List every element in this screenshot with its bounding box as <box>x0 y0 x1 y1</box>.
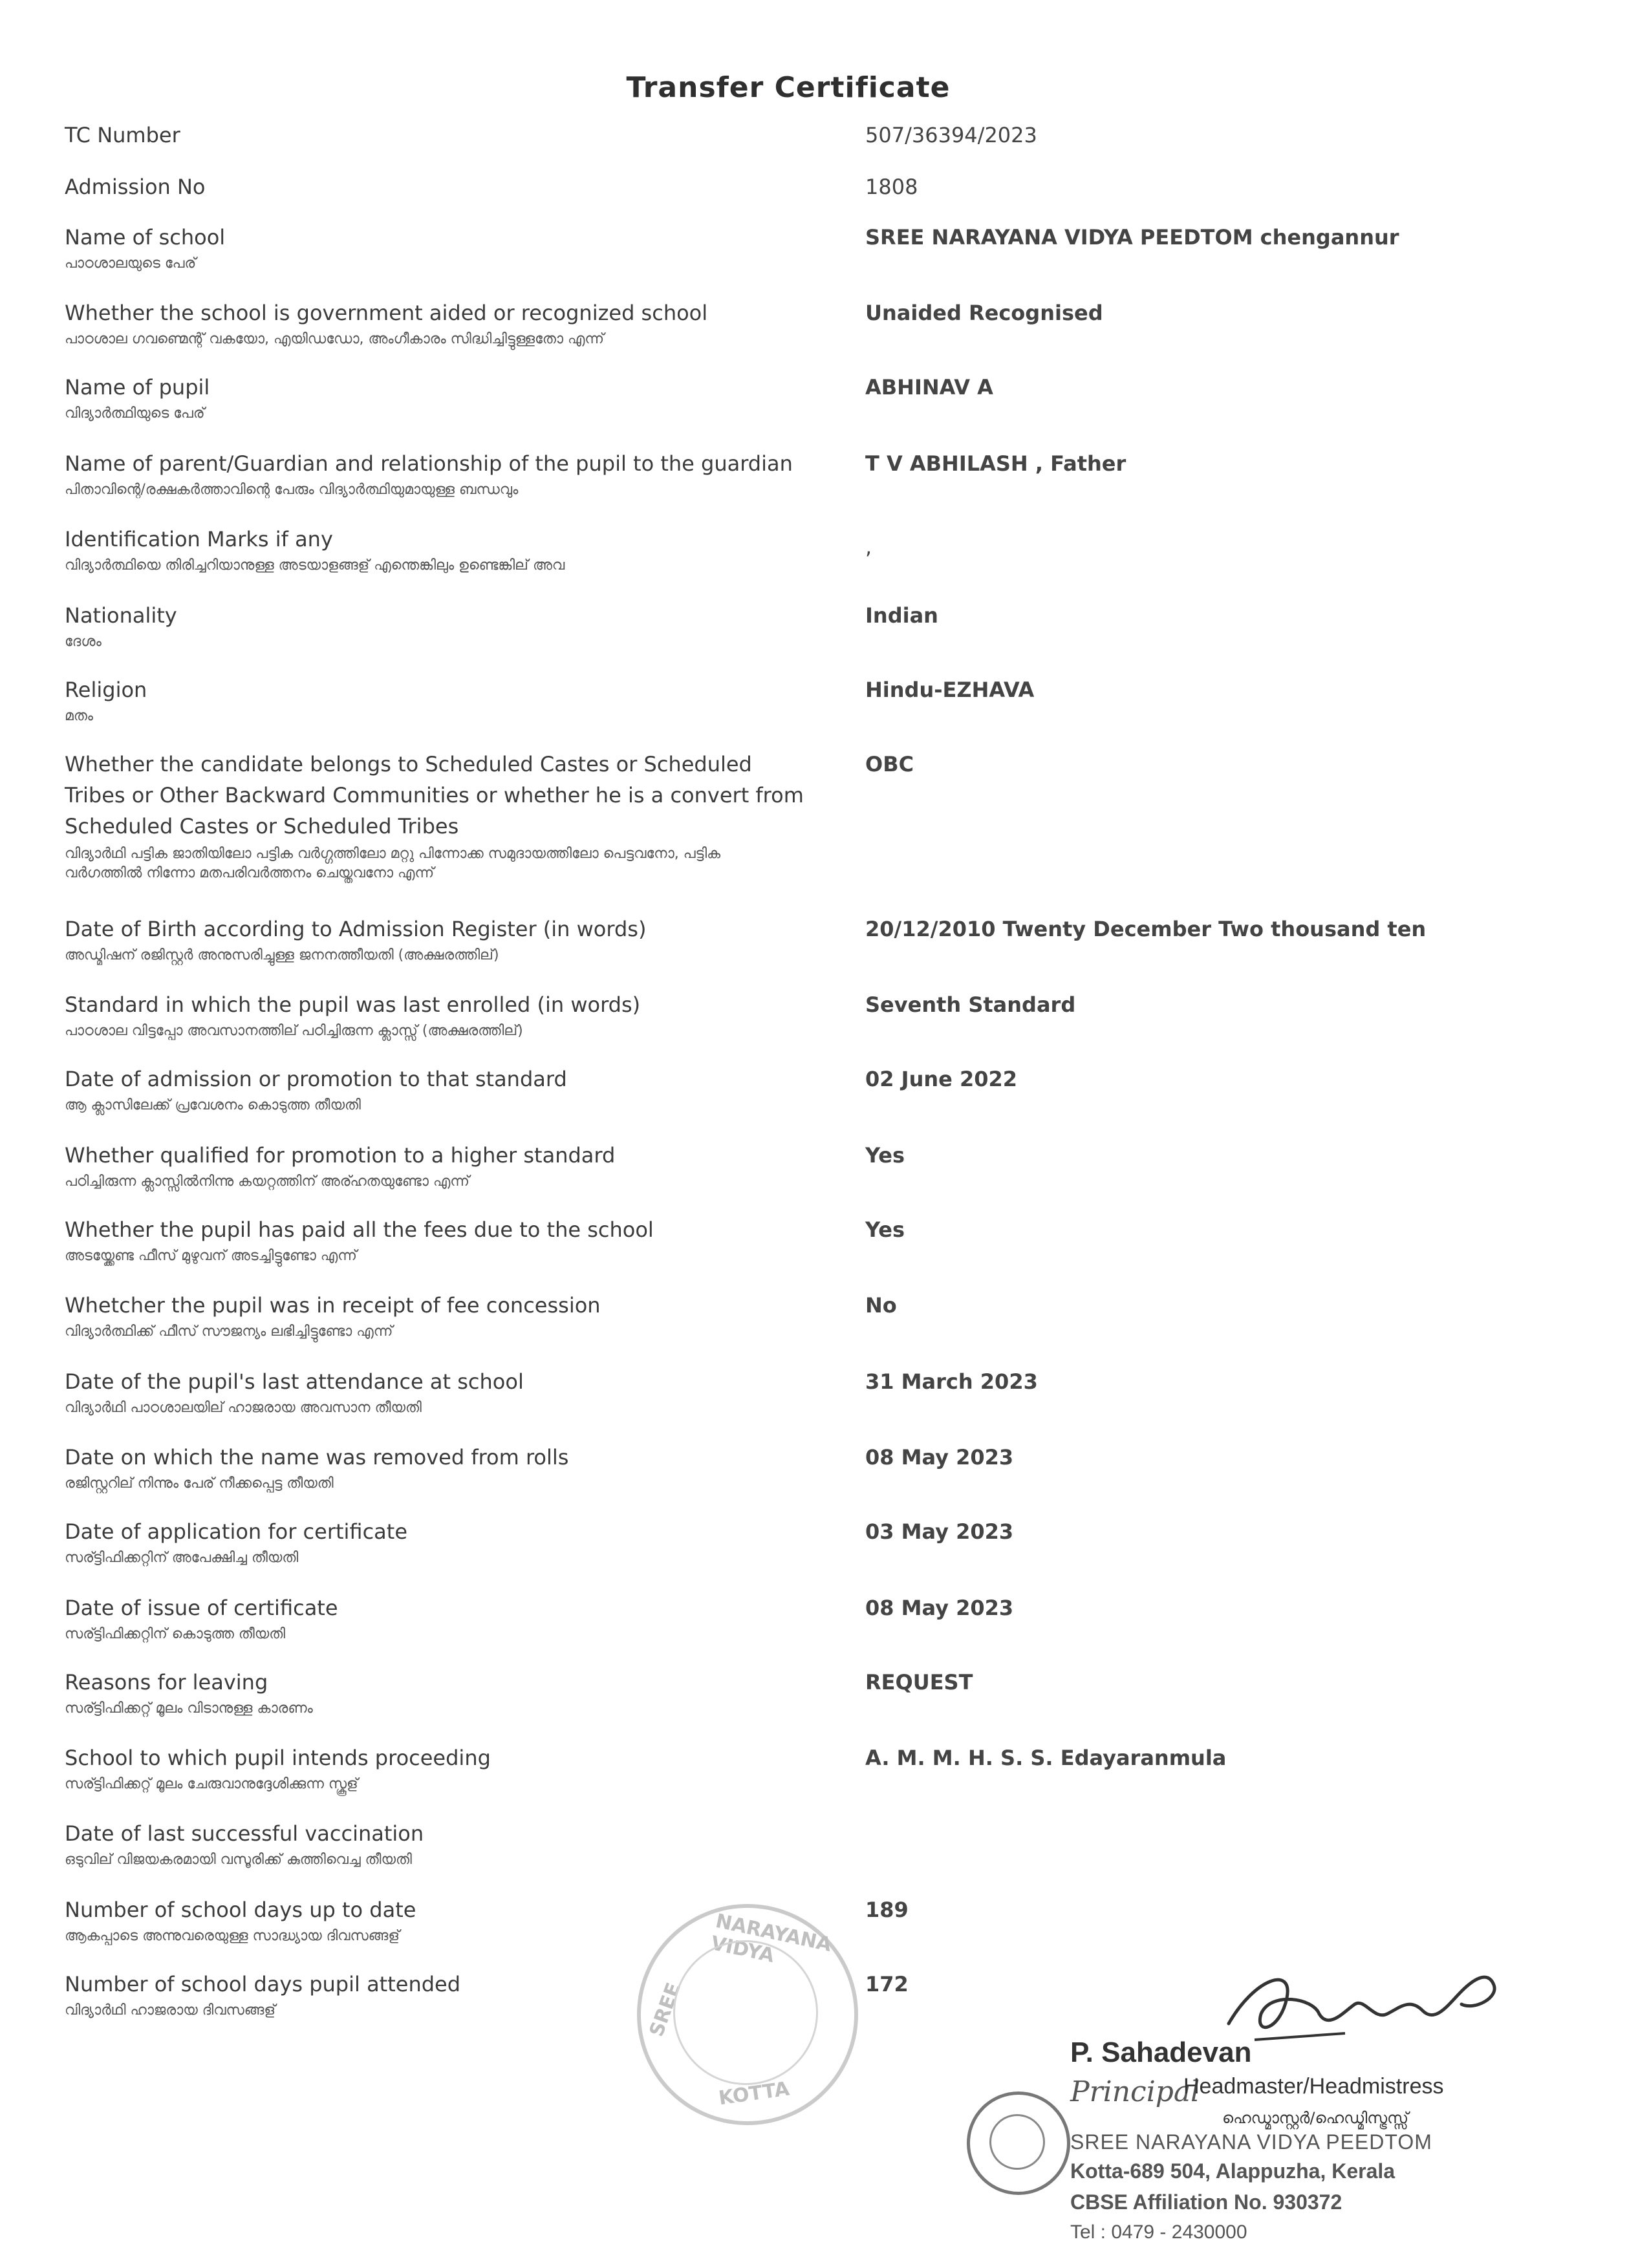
seal-affiliation: CBSE Affiliation No. 930372 <box>1070 2190 1342 2214</box>
seal-school-name: SREE NARAYANA VIDYA PEEDTOM <box>1070 2130 1432 2154</box>
label-malayalam: ഒടുവില് വിജയകരമായി വസൂരിക്ക് കുത്തിവെച്ച തീയതി <box>65 1852 412 1868</box>
value: ABHINAV A <box>865 375 993 400</box>
value: Indian <box>865 603 938 628</box>
label-malayalam: പാഠശാല വിട്ടപ്പോ അവസാനത്തില് പഠിച്ചിരുന്ന ക്ലാസ്സ് (അക്ഷരത്തില്) <box>65 1023 523 1039</box>
value: SREE NARAYANA VIDYA PEEDTOM chengannur <box>865 225 1399 250</box>
label: School to which pupil intends proceeding <box>65 1746 491 1770</box>
label-malayalam: വിദ്യാർഥി പട്ടിക ജാതിയിലോ പട്ടിക വർഗ്ഗത്തിലോ മറ്റു പിന്നോക്ക സമുദായത്തിലോ പെട്ടവനോ, പട്ടിക വർഗത്തിൽ നിന്നോ മതപരിവർത്തനം ചെയ്തവനോ എന്ന് <box>65 846 721 881</box>
label-malayalam: വിദ്യാർത്ഥിക്ക് ഫീസ് സൗജന്യം ലഭിച്ചിട്ടുണ്ടോ എന്ന് <box>65 1323 393 1340</box>
school-stamp <box>637 1904 858 2125</box>
label: Identification Marks if any <box>65 527 333 551</box>
value: Unaided Recognised <box>865 301 1103 325</box>
principal-name: P. Sahadevan <box>1070 2037 1252 2068</box>
label: Nationality <box>65 603 177 628</box>
label: Date of the pupil's last attendance at school <box>65 1369 524 1394</box>
signature-icon <box>1216 1952 1513 2056</box>
label: Reasons for leaving <box>65 1670 268 1695</box>
value: T V ABHILASH , Father <box>865 451 1126 476</box>
label: Admission No <box>65 175 206 199</box>
seal-address: Kotta-689 504, Alappuzha, Kerala <box>1070 2159 1396 2183</box>
label: Name of parent/Guardian and relationship of the pupil to the guardian <box>65 451 793 476</box>
designation: Headmaster/Headmistress <box>1183 2074 1444 2099</box>
label: Date of Birth according to Admission Register (in words) <box>65 917 647 941</box>
label: Whether the pupil has paid all the fees due to the school <box>65 1217 654 1242</box>
label-malayalam: പാഠശാല ഗവണ്മെന്റ് വകയോ, എയിഡഡോ, അംഗീകാരം സിദ്ധിച്ചിട്ടുള്ളതോ എന്ന് <box>65 331 605 347</box>
label: Standard in which the pupil was last enrolled (in words) <box>65 992 641 1017</box>
label: Date of issue of certificate <box>65 1596 338 1620</box>
label-malayalam: സര്ട്ടിഫിക്കറ്റിന് അപേക്ഷിച്ച തീയതി <box>65 1550 299 1566</box>
label: Date of admission or promotion to that standard <box>65 1067 567 1091</box>
value: REQUEST <box>865 1670 973 1695</box>
label: Number of school days up to date <box>65 1898 416 1922</box>
label: Whether qualified for promotion to a higher standard <box>65 1143 616 1168</box>
label: TC Number <box>65 123 180 147</box>
value: OBC <box>865 752 914 776</box>
value: 08 May 2023 <box>865 1596 1014 1620</box>
stamp-top-text: NARAYANA VIDYA <box>709 1909 834 1967</box>
label: Date of last successful vaccination <box>65 1821 424 1846</box>
label: Number of school days pupil attended <box>65 1972 461 1996</box>
label-malayalam: രജിസ്റ്ററില് നിന്നും പേര് നീക്കപ്പെട്ട തീയതി <box>65 1475 334 1492</box>
label-malayalam: അഡ്മിഷന് രജിസ്റ്റർ അനുസരിച്ചുള്ള ജനനത്തീയതി (അക്ഷരത്തില്) <box>65 947 499 963</box>
designation-malayalam: ഹെഡ്മാസ്റ്റർ/ഹെഡ്മിസ്ട്രസ്സ് <box>1222 2109 1408 2127</box>
label-malayalam: വിദ്യാർഥി ഹാജരായ ദിവസങ്ങള് <box>65 2002 276 2018</box>
value: 31 March 2023 <box>865 1369 1038 1394</box>
label-malayalam: സര്ട്ടിഫിക്കറ്റ് മൂലം വിടാനുള്ള കാരണം <box>65 1700 313 1717</box>
document-title: Transfer Certificate <box>626 71 951 104</box>
label: Religion <box>65 678 147 702</box>
label-malayalam: ആകപ്പാടെ അന്നുവരെയുള്ള സാദ്ധ്യായ ദിവസങ്ങള് <box>65 1928 400 1944</box>
label: Name of pupil <box>65 375 210 400</box>
label: Date on which the name was removed from rolls <box>65 1445 569 1470</box>
value: A. M. M. H. S. S. Edayaranmula <box>865 1746 1227 1770</box>
label: Whether the candidate belongs to Scheduled Castes or Scheduled Tribes or Other Backward Communities or whether he is a convert from Scheduled Castes or Scheduled Tribes <box>65 752 804 839</box>
seal-phone: Tel : 0479 - 2430000 <box>1070 2221 1247 2243</box>
value: Seventh Standard <box>865 992 1076 1017</box>
value: Hindu-EZHAVA <box>865 678 1035 702</box>
value: , <box>865 535 872 559</box>
label-malayalam: വിദ്യാർത്ഥിയുടെ പേര് <box>65 405 205 422</box>
label-malayalam: ആ ക്ലാസിലേക്ക് പ്രവേശനം കൊടുത്ത തീയതി <box>65 1097 361 1113</box>
label: Name of school <box>65 225 226 250</box>
principal-role: Principal <box>1070 2075 1200 2108</box>
value: Yes <box>865 1143 905 1168</box>
value: 189 <box>865 1898 909 1922</box>
label-malayalam: പിതാവിന്റെ/രക്ഷകർത്താവിന്റെ പേരും വിദ്യാർത്ഥിയുമായുള്ള ബന്ധവും <box>65 482 519 498</box>
label: Whether the school is government aided or recognized school <box>65 301 708 325</box>
label-malayalam: സര്ട്ടിഫിക്കറ്റിന് കൊടുത്ത തീയതി <box>65 1626 286 1642</box>
label-malayalam: മതം <box>65 708 94 724</box>
stamp-bottom-text: KOTTA <box>717 2077 791 2110</box>
value: 507/36394/2023 <box>865 123 1037 147</box>
label-malayalam: പഠിച്ചിരുന്ന ക്ലാസ്സിൽനിന്നു കയറ്റത്തിന് അര്ഹതയുണ്ടോ എന്ന് <box>65 1173 470 1190</box>
label: Whetcher the pupil was in receipt of fee concession <box>65 1293 601 1318</box>
label: Date of application for certificate <box>65 1519 407 1544</box>
value: 20/12/2010 Twenty December Two thousand ten <box>865 917 1427 941</box>
label-malayalam: പാഠശാലയുടെ പേര് <box>65 255 197 272</box>
value: 172 <box>865 1972 909 1996</box>
label-malayalam: വിദ്യാർഥി പാഠശാലയില് ഹാജരായ അവസാന തീയതി <box>65 1400 422 1416</box>
value: 02 June 2022 <box>865 1067 1018 1091</box>
value: 03 May 2023 <box>865 1519 1014 1544</box>
label-malayalam: വിദ്യാർത്ഥിയെ തിരിച്ചറിയാനുള്ള അടയാളങ്ങള് എന്തെങ്കിലും ഉണ്ടെങ്കില് അവ <box>65 557 565 573</box>
value: No <box>865 1293 897 1318</box>
value: 1808 <box>865 175 918 199</box>
label-malayalam: ദേശം <box>65 634 102 650</box>
value: Yes <box>865 1217 905 1242</box>
label-malayalam: അടയ്ക്കേണ്ട ഫീസ് മുഴുവന് അടച്ചിട്ടുണ്ടോ എന്ന് <box>65 1248 357 1264</box>
label-malayalam: സര്ട്ടിഫിക്കറ്റ് മൂലം ചേരുവാനുദ്ദേശിക്കുന്ന സ്കൂള് <box>65 1776 358 1792</box>
school-seal-logo-icon <box>967 2091 1070 2195</box>
value: 08 May 2023 <box>865 1445 1014 1470</box>
stamp-side-text: SREE <box>645 1980 685 2040</box>
